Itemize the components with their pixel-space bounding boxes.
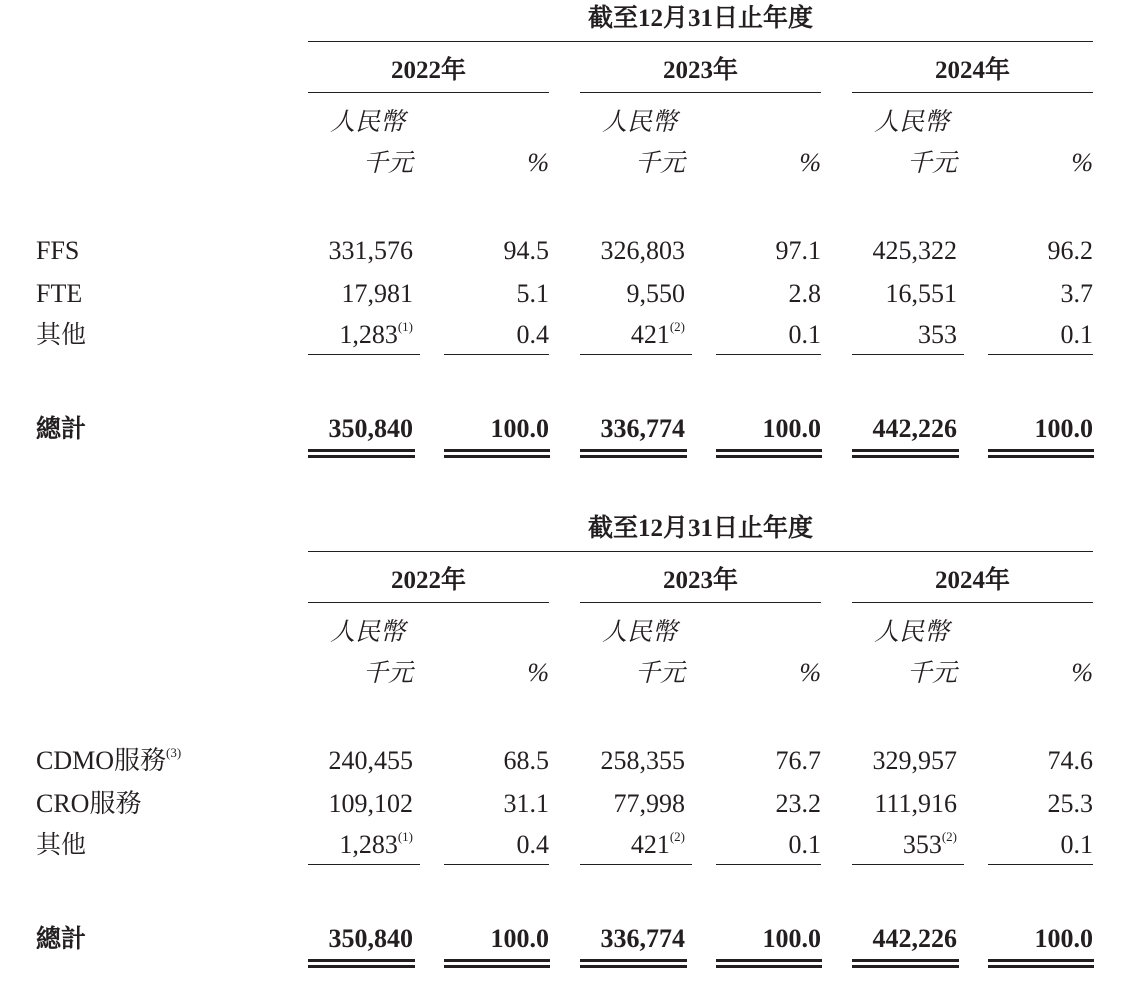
table-cell-text: 0.1 (1060, 320, 1093, 349)
total-double-rule (444, 449, 550, 458)
year-header: 2023年 (662, 57, 738, 84)
footnote-marker: (1) (397, 319, 413, 334)
footnote-marker: (1) (397, 829, 413, 844)
table-cell (817, 281, 957, 307)
table-cell (953, 322, 1093, 348)
table-cell-text: 329,957 (872, 746, 957, 775)
year-rule (852, 92, 1093, 93)
table-cell-text: 0.1 (1060, 830, 1093, 859)
table-cell (681, 791, 821, 817)
subtotal-rule (988, 354, 1093, 355)
table-cell-text: 1,283 (339, 830, 398, 859)
total-double-rule (580, 959, 687, 968)
subtotal-rule (716, 354, 821, 355)
subtotal-rule (852, 864, 964, 865)
year-header: 2024年 (934, 57, 1010, 84)
percent-header: % (1071, 658, 1093, 687)
row-label (36, 238, 79, 264)
table-cell (681, 832, 821, 858)
total-label: 總計 (36, 924, 87, 953)
table-cell (545, 829, 685, 859)
percent-header: % (799, 148, 821, 177)
table-cell-text: 3.7 (1060, 279, 1093, 308)
table-cell-text: 240,455 (328, 746, 413, 775)
table-cell-text: 353 (902, 830, 942, 859)
total-double-rule (308, 449, 415, 458)
table-cell (953, 832, 1093, 858)
row-label-text: 其他 (36, 830, 87, 859)
footnote-marker: (3) (166, 745, 182, 760)
table-cell-text: 1,283 (339, 320, 398, 349)
total-double-rule (444, 959, 550, 968)
table-cell-text: 96.2 (1047, 236, 1093, 265)
year-header: 2023年 (662, 567, 738, 594)
table-cell (953, 238, 1093, 264)
table-cell (545, 791, 685, 817)
table-cell-text: 0.4 (516, 830, 549, 859)
unit-thousand: 千元 (362, 148, 413, 177)
table-cell-text: 109,102 (328, 789, 413, 818)
footnote-marker: (2) (941, 829, 957, 844)
table-cell (273, 748, 413, 774)
total-double-rule (852, 449, 959, 458)
row-label-text: FTE (36, 279, 83, 308)
table-cell (545, 748, 685, 774)
table-cell-text: 2.8 (788, 279, 821, 308)
table-cell-text: 111,916 (874, 789, 957, 818)
table-cell-text: 17,981 (341, 279, 413, 308)
total-cell: 350,840 (328, 414, 413, 443)
unit-thousand: 千元 (906, 658, 957, 687)
total-cell: 100.0 (762, 414, 821, 443)
year-rule (580, 92, 821, 93)
subtotal-rule (580, 864, 692, 865)
table-cell-text: 23.2 (775, 789, 821, 818)
table-cell-text: 5.1 (516, 279, 549, 308)
row-label-text: CRO服務 (36, 789, 142, 818)
unit-currency: 人民幣 (602, 617, 678, 646)
table-cell (681, 238, 821, 264)
total-cell: 350,840 (328, 924, 413, 953)
total-double-rule (308, 959, 415, 968)
table-caption: 截至12月31日止年度 (587, 5, 813, 32)
table-cell (817, 829, 957, 859)
total-double-rule (716, 449, 822, 458)
table-cell-text: 0.1 (788, 320, 821, 349)
table-cell (409, 322, 549, 348)
table-cell-text: 258,355 (600, 746, 685, 775)
table-cell-text: 421 (630, 830, 670, 859)
table-cell (817, 322, 957, 348)
unit-currency: 人民幣 (874, 617, 950, 646)
row-label-text: FFS (36, 236, 80, 265)
unit-currency: 人民幣 (330, 107, 406, 136)
table-cell (273, 238, 413, 264)
table-caption: 截至12月31日止年度 (587, 515, 813, 542)
year-rule (580, 602, 821, 603)
table-cell (681, 748, 821, 774)
total-double-rule (988, 449, 1094, 458)
total-double-rule (852, 959, 959, 968)
total-cell: 442,226 (872, 924, 957, 953)
table-cell (409, 238, 549, 264)
table-cell (681, 281, 821, 307)
table-cell (817, 748, 957, 774)
table-cell-text: 326,803 (600, 236, 685, 265)
footnote-marker: (2) (669, 829, 685, 844)
table-cell (953, 748, 1093, 774)
subtotal-rule (716, 864, 821, 865)
caption-rule (308, 41, 1093, 42)
percent-header: % (527, 658, 549, 687)
unit-thousand: 千元 (906, 148, 957, 177)
total-cell: 100.0 (490, 414, 549, 443)
row-label (36, 791, 141, 817)
percent-header: % (1071, 148, 1093, 177)
year-header: 2022年 (390, 57, 466, 84)
table-cell-text: 25.3 (1047, 789, 1093, 818)
table-cell (545, 281, 685, 307)
year-rule (852, 602, 1093, 603)
caption-rule (308, 551, 1093, 552)
table-cell (681, 322, 821, 348)
table-cell-text: 0.1 (788, 830, 821, 859)
table-cell (273, 319, 413, 349)
row-label-text: 其他 (36, 320, 87, 349)
total-double-rule (580, 449, 687, 458)
table-cell-text: 68.5 (503, 746, 549, 775)
table-cell-text: 31.1 (503, 789, 549, 818)
table-cell (273, 281, 413, 307)
table-cell (953, 791, 1093, 817)
subtotal-rule (444, 864, 549, 865)
total-cell: 336,774 (600, 414, 685, 443)
table-cell-text: 425,322 (872, 236, 957, 265)
percent-header: % (527, 148, 549, 177)
total-cell: 100.0 (762, 924, 821, 953)
table-cell-text: 0.4 (516, 320, 549, 349)
unit-thousand: 千元 (634, 658, 685, 687)
unit-currency: 人民幣 (602, 107, 678, 136)
percent-header: % (799, 658, 821, 687)
table-cell-text: 16,551 (885, 279, 957, 308)
total-cell: 336,774 (600, 924, 685, 953)
table-cell (545, 238, 685, 264)
table-cell-text: 76.7 (775, 746, 821, 775)
total-label: 總計 (36, 414, 87, 443)
year-header: 2022年 (390, 567, 466, 594)
row-label-text: CDMO服務 (36, 746, 167, 775)
row-label (36, 745, 182, 775)
unit-currency: 人民幣 (874, 107, 950, 136)
subtotal-rule (852, 354, 964, 355)
subtotal-rule (580, 354, 692, 355)
year-rule (308, 602, 549, 603)
unit-currency: 人民幣 (330, 617, 406, 646)
total-cell: 100.0 (490, 924, 549, 953)
table-cell-text: 97.1 (775, 236, 821, 265)
table-cell-text: 421 (630, 320, 670, 349)
table-cell-text: 353 (918, 320, 957, 349)
total-cell: 100.0 (1034, 924, 1093, 953)
total-double-rule (988, 959, 1094, 968)
total-double-rule (716, 959, 822, 968)
subtotal-rule (308, 354, 420, 355)
subtotal-rule (308, 864, 420, 865)
table-cell (953, 281, 1093, 307)
table-cell (409, 832, 549, 858)
year-rule (308, 92, 549, 93)
table-cell (409, 281, 549, 307)
table-cell-text: 94.5 (503, 236, 549, 265)
unit-thousand: 千元 (634, 148, 685, 177)
table-cell (817, 791, 957, 817)
subtotal-rule (988, 864, 1093, 865)
unit-thousand: 千元 (362, 658, 413, 687)
table-cell-text: 331,576 (328, 236, 413, 265)
table-cell (545, 319, 685, 349)
total-cell: 100.0 (1034, 414, 1093, 443)
table-cell-text: 74.6 (1047, 746, 1093, 775)
row-label (36, 281, 82, 307)
row-label (36, 832, 86, 857)
year-header: 2024年 (934, 567, 1010, 594)
table-cell (273, 829, 413, 859)
row-label (36, 322, 86, 347)
table-cell-text: 77,998 (613, 789, 685, 818)
table-cell (817, 238, 957, 264)
table-cell-text: 9,550 (626, 279, 685, 308)
table-cell (409, 791, 549, 817)
total-cell: 442,226 (872, 414, 957, 443)
footnote-marker: (2) (669, 319, 685, 334)
table-cell (273, 791, 413, 817)
table-cell (409, 748, 549, 774)
subtotal-rule (444, 354, 549, 355)
